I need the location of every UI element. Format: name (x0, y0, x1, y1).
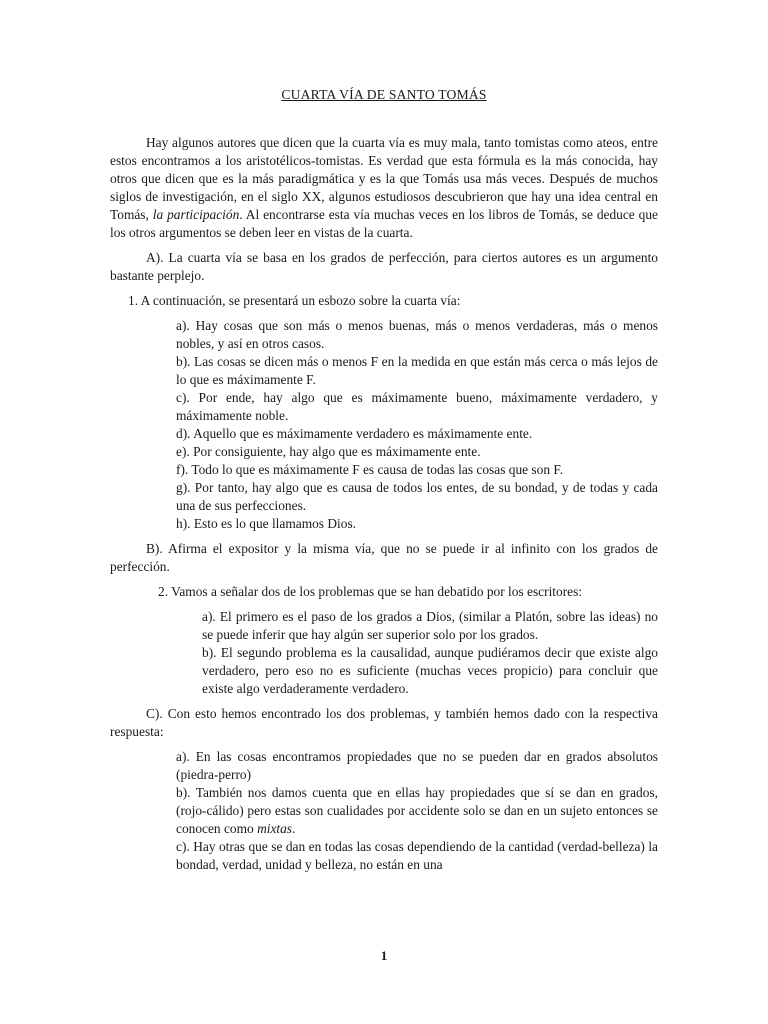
list-item: f). Todo lo que es máximamente F es causa de todas las cosas que son F. (176, 462, 564, 477)
intro-emphasis: la participación (152, 207, 240, 222)
intro-text-after: . Al encontrarse esta vía muchas veces en los libros de Tomás, se deduce que los otros argumentos se deben leer en vistas de la cuarta. (110, 207, 658, 240)
outline-list-1 (176, 317, 658, 533)
item-b-emphasis: mixtas (257, 821, 293, 836)
point-1-heading: 1. A continuación, se presentará un esbozo sobre la cuarta vía: (128, 293, 461, 308)
list-item: g). Por tanto, hay algo que es causa de todos los entes, de su bondad, y de todas y cada una de sus perfecciones. (176, 480, 658, 513)
list-item (176, 784, 658, 838)
item-b-text-after: . (292, 821, 296, 836)
list-item: d). Aquello que es máximamente verdadero es máximamente ente. (176, 426, 533, 441)
list-item: a). En las cosas encontramos propiedades que no se pueden dar en grados absolutos (piedra-perro) (176, 749, 658, 782)
page-number: 1 (380, 948, 388, 963)
document-title: CUARTA VÍA DE SANTO TOMÁS (281, 87, 487, 102)
answers-list (176, 748, 658, 874)
intro-text-before: Hay algunos autores que dicen que la cuarta vía es muy mala, tanto tomistas como ateos, entre estos encontramos a los aristotélicos-tomistas. Es verdad que esta fórmula es la más conocida, hay otros que dicen que es la más paradigmática y es la que Tomás usa más veces. Después de muchos siglos de investigación, en el siglo XX, algunos estudiosos descubrieron que hay una idea central en Tomás, (110, 135, 658, 222)
section-b-paragraph: B). Afirma el expositor y la misma vía, que no se puede ir al infinito con los grados de perfección. (110, 541, 658, 574)
list-item: b). Las cosas se dicen más o menos F en la medida en que están más cerca o más lejos de lo que es máximamente F. (176, 354, 658, 387)
list-item: h). Esto es lo que llamamos Dios. (176, 516, 357, 531)
section-a-paragraph: A). La cuarta vía se basa en los grados de perfección, para ciertos autores es un argumento bastante perplejo. (110, 250, 658, 283)
point-2-heading: 2. Vamos a señalar dos de los problemas que se han debatido por los escritores: (158, 584, 583, 599)
section-c-paragraph: C). Con esto hemos encontrado los dos problemas, y también hemos dado con la respectiva respuesta: (110, 706, 658, 739)
list-item: c). Hay otras que se dan en todas las cosas dependiendo de la cantidad (verdad-belleza) la bondad, verdad, unidad y belleza, no están en una (176, 839, 658, 872)
list-item: c). Por ende, hay algo que es máximamente bueno, máximamente verdadero, y máximamente noble. (176, 390, 658, 423)
list-item: a). Hay cosas que son más o menos buenas, más o menos verdaderas, más o menos nobles, y así en otros casos. (176, 318, 658, 351)
list-item: b). El segundo problema es la causalidad, aunque pudiéramos decir que existe algo verdadero, pero eso no es suficiente (muchas veces propicio) para concluir que existe algo verdaderamente verdadero. (202, 645, 658, 696)
problems-list (202, 608, 658, 698)
intro-paragraph (110, 134, 658, 242)
list-item: e). Por consiguiente, hay algo que es máximamente ente. (176, 444, 481, 459)
list-item: a). El primero es el paso de los grados a Dios, (similar a Platón, sobre las ideas) no se puede inferir que hay algún ser superior solo por los grados. (202, 609, 658, 642)
document-body (110, 86, 658, 874)
item-b-text-before: b). También nos damos cuenta que en ellas hay propiedades que sí se dan en grados, (rojo-cálido) pero estas son cualidades por accidente solo se dan en un sujeto entonces se conocen como (176, 785, 658, 836)
